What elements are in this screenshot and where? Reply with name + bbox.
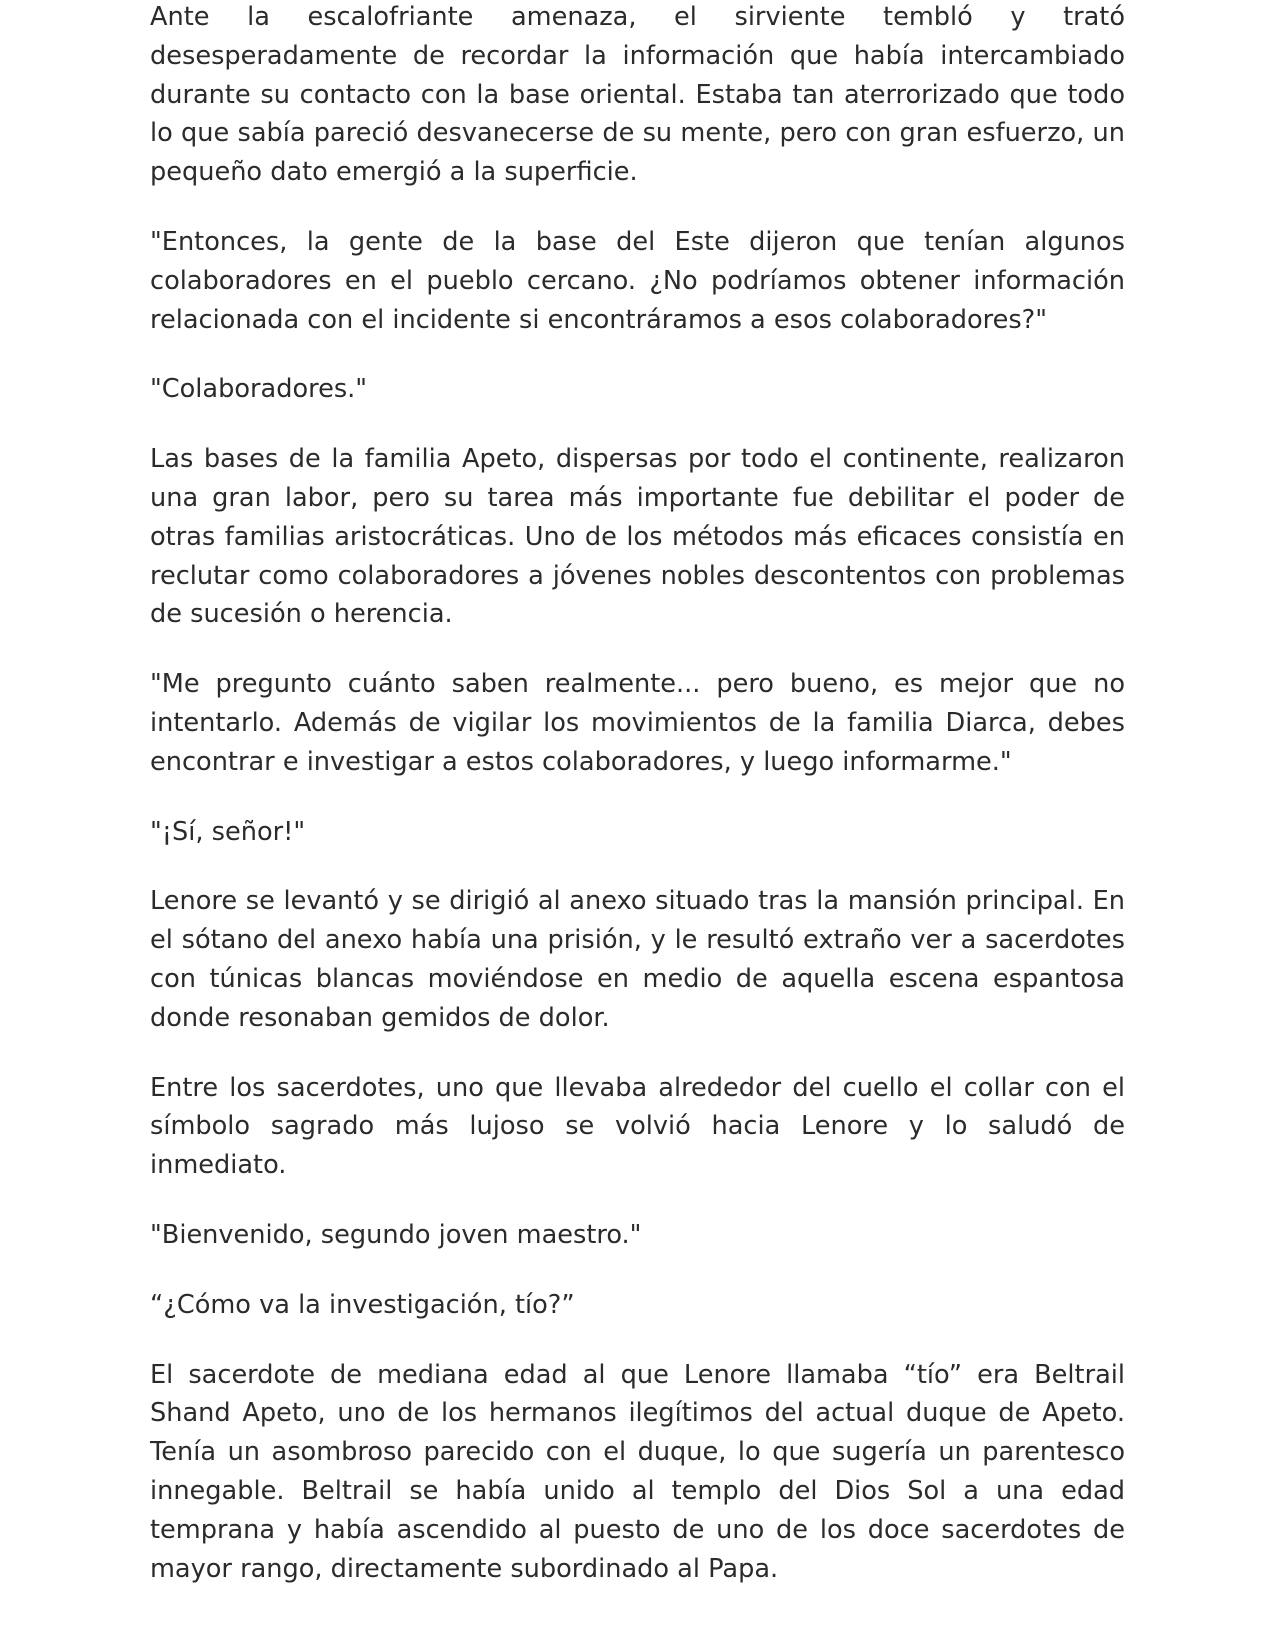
paragraph-7: Lenore se levantó y se dirigió al anexo situado tras la mansión principal. En el sótano del anexo había una prisión, y le resultó extraño ver a sacerdotes con túnicas blancas moviéndose en medio de aquella escena espantosa donde resonaban gemidos de dolor.: [150, 886, 1125, 1033]
paragraph-5: "Me pregunto cuánto saben realmente... pero bueno, es mejor que no intentarlo. Además de vigilar los movimientos de la familia Diarca, debes encontrar e investigar a estos colaboradores, y luego informarme.": [150, 669, 1125, 777]
document-page: [150, 0, 1125, 1619]
paragraph-10: “¿Cómo va la investigación, tío?”: [150, 1289, 575, 1320]
paragraph-2: "Entonces, la gente de la base del Este dijeron que tenían algunos colaboradores en el pueblo cercano. ¿No podríamos obtener información relacionada con el incidente si encontráramos a esos colaboradores?": [150, 226, 1125, 335]
paragraph-9: "Bienvenido, segundo joven maestro.": [150, 1219, 642, 1250]
paragraph-11: El sacerdote de mediana edad al que Lenore llamaba “tío” era Beltrail Shand Apeto, uno de los hermanos ilegítimos del actual duque de Apeto. Tenía un asombroso parecido con el duque, lo que sugería un parentesco innegable. Beltrail se había unido al templo del Dios Sol a una edad temprana y había ascendido al puesto de uno de los doce sacerdotes de mayor rango, directamente subordinado al Papa.: [150, 1359, 1125, 1584]
paragraph-6: "¡Sí, señor!": [150, 816, 306, 847]
paragraph-8: Entre los sacerdotes, uno que llevaba alrededor del cuello el collar con el símbolo sagrado más lujoso se volvió hacia Lenore y lo saludó de inmediato.: [150, 1072, 1125, 1181]
paragraph-3: "Colaboradores.": [150, 374, 368, 405]
paragraph-1: Ante la escalofriante amenaza, el sirviente tembló y trató desesperadamente de recordar la información que había intercambiado durante su contacto con la base oriental. Estaba tan aterrorizado que todo lo que sabía pareció desvanecerse de su mente, pero con gran esfuerzo, un pequeño dato emergió a la superficie.: [150, 2, 1125, 188]
paragraph-4: Las bases de la familia Apeto, dispersas por todo el continente, realizaron una gran labor, pero su tarea más importante fue debilitar el poder de otras familias aristocráticas. Uno de los métodos más eficaces consistía en reclutar como colaboradores a jóvenes nobles descontentos con problemas de sucesión o herencia.: [150, 444, 1125, 630]
